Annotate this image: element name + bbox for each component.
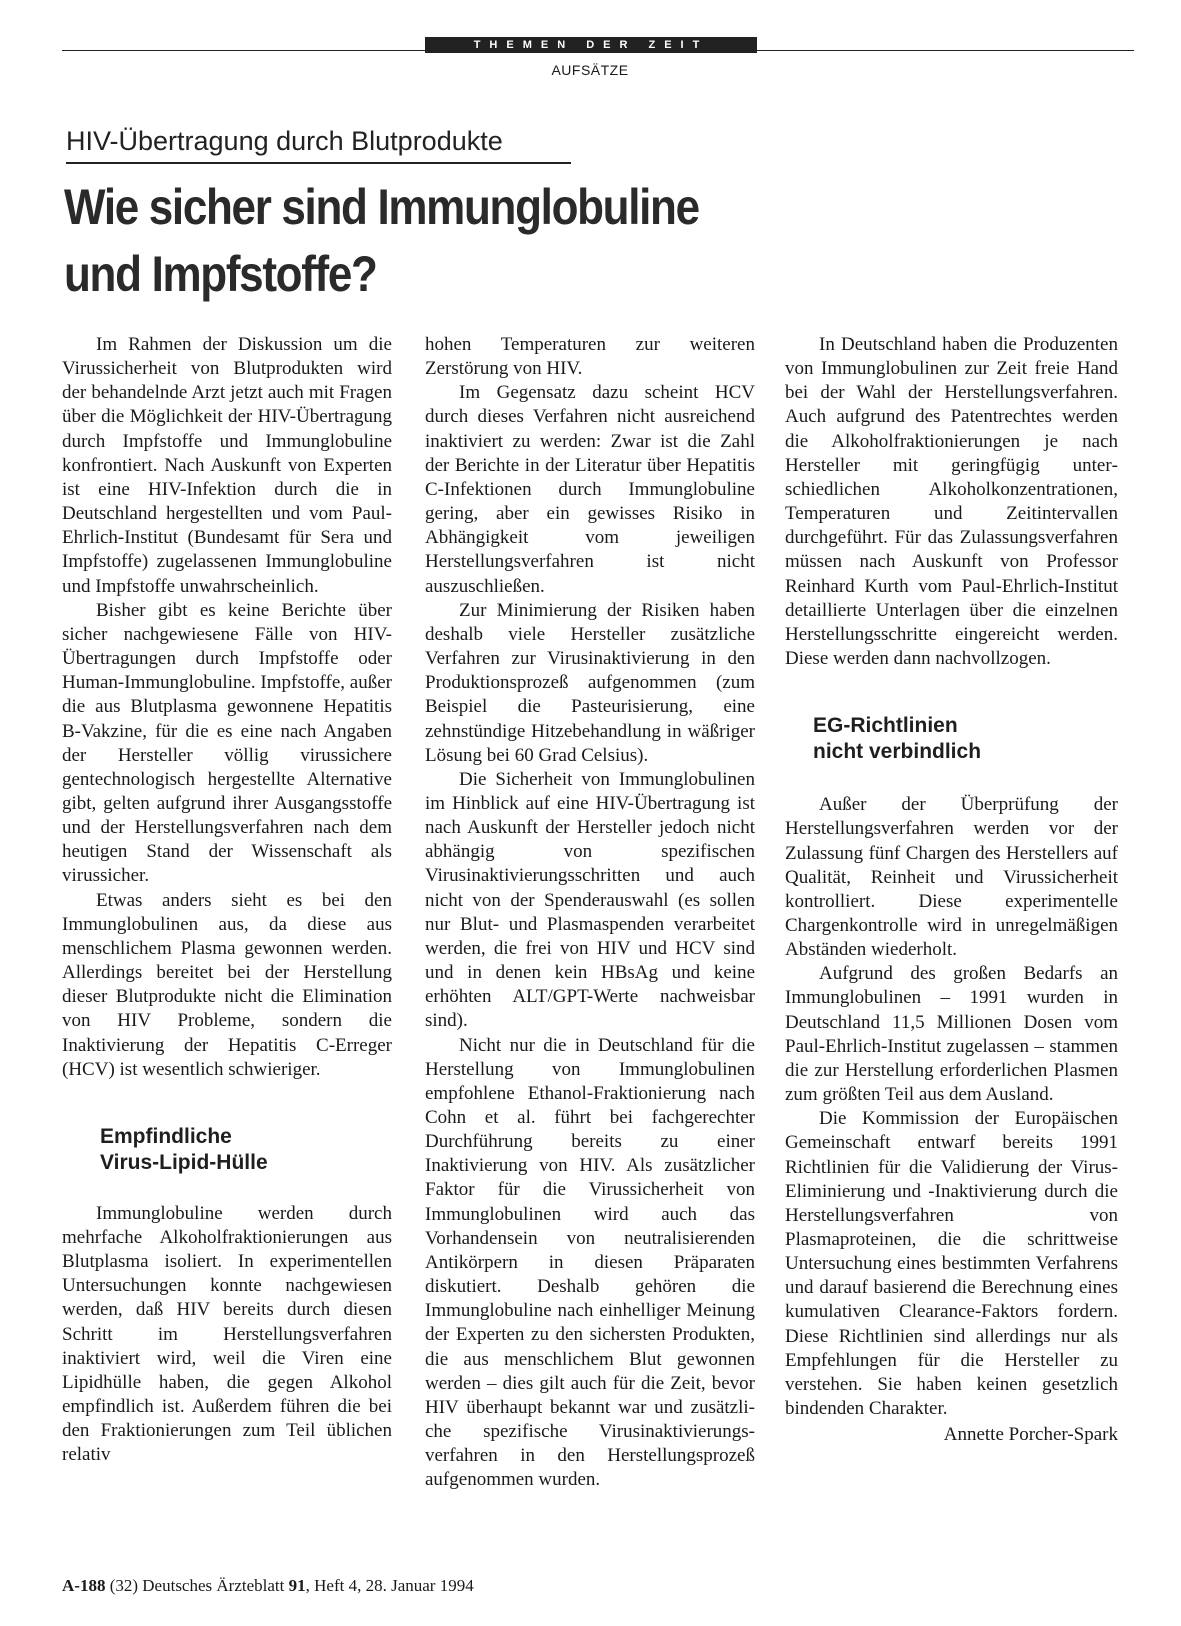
paragraph: Nicht nur die in Deutschland für die Herstellung von Immunglobulinen empfohlene Ethanol-Fraktionierung nach Cohn et al. führt bei fachgerechter Durchführung bereits zu einer Inaktivierung von HIV. Als zusätzlicher Faktor für die Virussicherheit von Immunglobulinen wird auch das Vorhandensein von neutralisierenden Antikörpern in diesen Präparaten diskutiert. Deshalb gehören die Immunglobuline nach einhelliger Meinung der Experten zu den sichersten Produkten, die aus menschlichem Blut gewonnen werden – dies gilt auch für die Zeit, bevor HIV überhaupt bekannt war und zusätzliche spezifische Virusinaktivierungsverfahren in den Herstellungsprozeß aufgenommen wurden. <box>425 1034 755 1491</box>
kicker-underline <box>66 162 571 164</box>
article-headline <box>64 174 944 308</box>
paragraph: Im Rahmen der Diskussion um die Virussicherheit von Blutprodukten wird der behandelnde Arzt jetzt auch mit Fragen über die Möglichkeit der HIV-Übertragung durch Impfstoffe und Immunglobuline konfrontiert. Nach Auskunft von Experten ist eine HIV-Infektion durch die in Deutschland hergestellten und vom Paul-Ehrlich-Institut (Bundesamt für Sera und Impfstoffe) zugelassenen Immunglobuline und Impfstoffe unwahrscheinlich. <box>62 334 392 597</box>
paragraph: In Deutschland haben die Produzenten von Immunglobulinen zur Zeit freie Hand bei der Wahl der Herstellungsverfahren. Auch aufgrund des Patentrechtes werden die Alkoholfraktionierungen je nach Hersteller mit geringfügig unterschiedlichen Alkoholkonzentrationen, Temperaturen und Zeitintervallen durchgeführt. Für das Zulassungsverfahren müssen nach Auskunft von Professor Reinhard Kurth vom Paul-Ehrlich-Institut detaillierte Unterlagen über die einzelnen Herstellungsschritte eingereicht werden. Diese werden dann nachvollzogen. <box>785 334 1118 670</box>
volume-number: 91 <box>288 1576 306 1595</box>
paragraph: Immunglobuline werden durch mehrfache Alkoholfraktionierungen aus Blutplasma isoliert. In experimentellen Untersuchungen konnte nachgewiesen werden, daß HIV bereits durch diesen Schritt im Herstellungsverfahren inaktiviert wird, weil die Viren eine Lipidhülle haben, die gegen Alkohol empfindlich ist. Außerdem führen die bei den Fraktionierungen zum Teil üblichen relativ <box>62 1202 392 1466</box>
paragraph: Im Gegensatz dazu scheint HCV durch dieses Verfahren nicht ausreichend inaktiviert zu werden: Zwar ist die Zahl der Berichte in der Literatur über Hepatitis C-Infektionen durch Immunglobuline gering, aber ein gewisses Risiko in Abhängigkeit vom jeweiligen Herstellungsverfahren ist nicht auszuschließen. <box>425 382 755 597</box>
subheading-virus-lipid <box>62 1124 392 1176</box>
subheading-line: Empfindliche <box>100 1124 232 1148</box>
text-column-1 <box>62 333 392 1468</box>
page-footer <box>62 1576 474 1596</box>
subheading-eg-richtlinien <box>785 713 1118 765</box>
author-byline: Annette Porcher-Spark <box>943 1424 1118 1446</box>
headline-line-1: Wie sicher sind Immunglobuline <box>64 179 699 235</box>
page-number: A-188 <box>62 1576 106 1595</box>
paragraph: Aufgrund des großen Bedarfs an Immunglobulinen – 1991 wurden in Deutschland 11,5 Millionen Dosen vom Paul-Ehrlich-Institut zugelassen – stammen die zur Herstellung erforderlichen Plasmen zum größten Teil aus dem Ausland. <box>785 963 1118 1106</box>
subheading-line: Virus-Lipid-Hülle <box>100 1150 268 1174</box>
headline-line-2: und Impfstoffe? <box>64 246 377 302</box>
rubric-label: AUFSÄTZE <box>551 62 629 78</box>
paragraph: Etwas anders sieht es bei den Immunglobulinen aus, da diese aus menschlichem Plasma gewonnen werden. Allerdings bereitet bei der Herstellung dieser Blutprodukte nicht die Elimination von HIV Probleme, sondern die Inaktivierung der Hepatitis C-Erreger (HCV) ist wesentlich schwieriger. <box>62 889 392 1080</box>
subheading-line: EG-Richtlinien <box>813 714 958 738</box>
paragraph: hohen Temperaturen zur weiteren Zerstörung von HIV. <box>425 334 755 380</box>
subheading-line: nicht verbindlich <box>813 740 982 764</box>
paragraph: Die Sicherheit von Immunglobulinen im Hinblick auf eine HIV-Übertragung ist nach Auskunft der Hersteller jedoch nicht abhängig von spezifischen Virusinaktivierungsschritten und auch nicht von der Spenderauswahl (es sollen nur Blut- und Plasmaspenden verarbeitet werden, die frei von HIV und HCV sind und in denen kein HBsAg und keine erhöhten ALT/GPT-Werte nachweisbar sind). <box>425 768 755 1032</box>
paragraph: Zur Minimierung der Risiken haben deshalb viele Hersteller zusätzliche Verfahren zur Virusinaktivierung in den Produktionsprozeß aufgenommen (zum Beispiel die Pasteurisierung, eine zehnstündige Hitzebehandlung in wäßriger Lösung bei 60 Grad Celsius). <box>425 599 755 766</box>
issue-prefix: (32) Deutsches Ärzteblatt <box>109 1576 285 1595</box>
article-kicker: HIV-Übertragung durch Blutprodukte <box>66 126 503 156</box>
paragraph: Die Kommission der Europäischen Gemeinschaft entwarf bereits 1991 Richtlinien für die Validierung der Virus-Eliminierung und -Inaktivierung durch die Herstellungsverfahren von Plasmaproteinen, die die schrittweise Untersuchung eines bestimmten Verfahrens und darauf basierend die Berechnung eines kumulativen Clearance-Faktors fordern. Diese Richtlinien sind allerdings nur als Empfehlungen für die Hersteller zu verstehen. Sie haben keinen gesetzlich bindenden Charakter. <box>785 1108 1118 1420</box>
text-column-3 <box>785 333 1118 1447</box>
ressort-label: THEMEN DER ZEIT <box>425 37 757 53</box>
issue-suffix: , Heft 4, 28. Januar 1994 <box>305 1576 474 1595</box>
paragraph: Außer der Überprüfung der Herstellungsverfahren werden vor der Zulassung fünf Chargen des Herstellers auf Qualität, Reinheit und Virussicherheit kontrolliert. Diese experimentelle Chargenkontrolle wird in unregelmäßigen Abständen wiederholt. <box>785 794 1118 961</box>
text-column-2 <box>425 333 755 1493</box>
paragraph: Bisher gibt es keine Berichte über sicher nachgewiesene Fälle von HIV-Übertragungen durch Impfstoffe oder Human-Immunglobuline. Impfstoffe, außer die aus Blutplasma gewonnene Hepatitis B-Vakzine, für die es eine nach Angaben der Hersteller völlig virussichere gentechnologisch hergestellte Alternative gibt, gelten aufgrund ihrer Ausgangsstoffe und der Herstellungsverfahren nach dem heutigen Stand der Wissenschaft als virussicher. <box>62 599 392 887</box>
